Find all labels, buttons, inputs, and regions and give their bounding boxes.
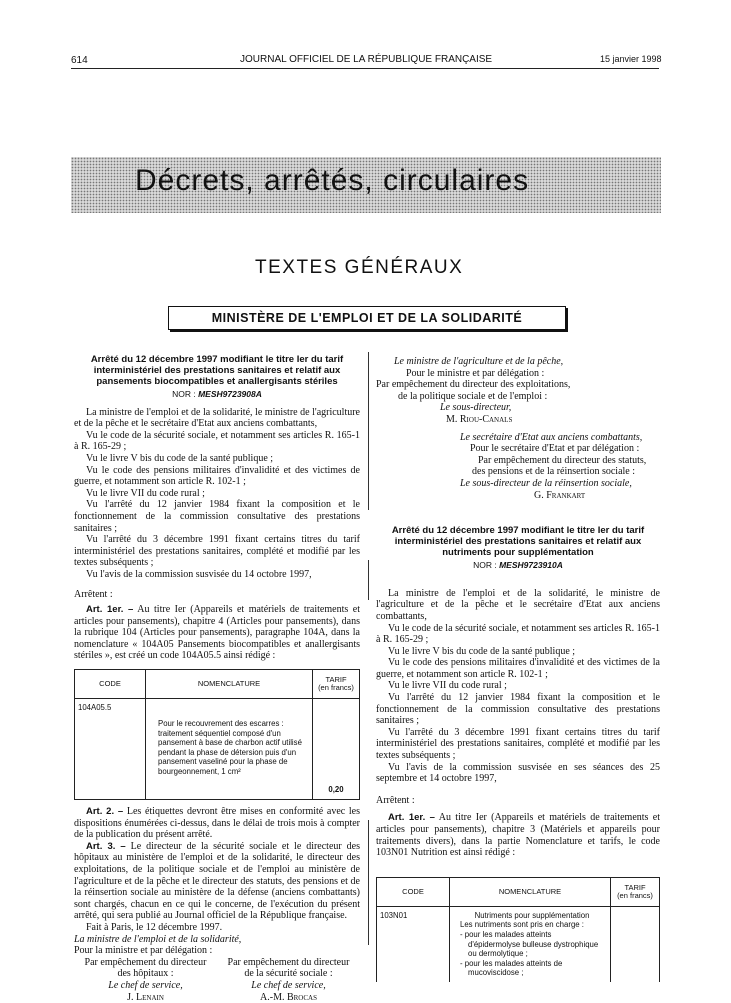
preamble-line: Vu l'avis de la commission susvisée en ses séances des 25 septembre et 14 octobre 1997,	[376, 761, 660, 785]
cell-tarif	[611, 906, 660, 982]
preamble-line: Vu le livre V bis du code de la santé publique ;	[388, 645, 576, 657]
preamble-line: La ministre de l'emploi et de la solidarité, le ministre de l'agriculture et de la pêche et le secrétaire d'Etat aux anciens combattants,	[74, 406, 360, 430]
col-code: CODE	[75, 670, 146, 699]
list-item: - pour les malades atteints d'épidermolyse bulleuse dystrophique ou dermolytique ;	[460, 929, 599, 959]
signatory-name: A.-M. Brocas	[260, 991, 317, 1003]
page-number: 614	[71, 55, 88, 66]
section-banner	[71, 157, 661, 213]
article-1: Art. 1er. – Au titre Ier (Appareils et matériels de traitements et articles pour pansements), chapitre 4 (Articles pour pansements), dans la rubrique 104 (Articles pour pansements), paragraphe 104A, dans la nomenclature « 104A05 Pansements biocompatibles et anallergisants stériles », est créé un code 104A05.5 ainsi rédigé :	[74, 604, 360, 662]
col-tarif: TARIF (en francs)	[313, 670, 360, 699]
col-nomenclature: NOMENCLATURE	[450, 877, 611, 906]
signatory-title: Le secrétaire d'Etat aux anciens combattants,	[460, 431, 643, 443]
decree-title: Arrêté du 12 décembre 1997 modifiant le titre Ier du tarif interministériel des prestations sanitaires et relatif aux pansements biocompatibles et anallergisants stériles	[90, 354, 344, 387]
signatory-name: M. Riou-Canals	[446, 413, 513, 425]
col-tarif: TARIF (en francs)	[611, 877, 660, 906]
column-divider	[368, 820, 369, 945]
cell-nomenclature: Pour le recouvrement des escarres : traitement séquentiel composé d'un pansement à base de charbon actif utilisé pendant la phase de détersion puis d'un pansement vaseliné pour la phase de bourgeonnement, 1 cm²	[146, 699, 313, 800]
preamble-line: Vu le code des pensions militaires d'invalidité et des victimes de la guerre, et notamment son article R. 102-1 ;	[376, 657, 660, 680]
column-divider	[368, 560, 369, 600]
preamble-line: Vu l'arrêté du 3 décembre 1991 fixant certains titres du tarif interministériel des prestations sanitaires, complété et modifié par les textes subséquents ;	[74, 534, 360, 569]
header-rule	[71, 68, 659, 69]
preamble	[74, 407, 360, 581]
preamble	[376, 588, 660, 785]
preamble-line: Vu l'arrêté du 12 janvier 1984 fixant la composition et le fonctionnement de la commission consultative des prestations sanitaires ;	[74, 499, 360, 534]
issue-date: 15 janvier 1998	[600, 54, 662, 64]
article-1: Art. 1er. – Au titre Ier (Appareils et matériels de traitements et articles pour pansements), chapitre 3 (Matériels et appareils pour traitements divers), dans la partie Nomenclature et tarifs, le code 103N01 Nutrition est ainsi rédigé :	[376, 812, 660, 859]
article-3: Art. 3. – Le directeur de la sécurité sociale et le directeur des hôpitaux au ministère de l'emploi et de la solidarité, le directeur des exploitations, de la politique sociale et de l'emploi au ministère de l'agriculture et de la pêche et le directeur des statuts, des pensions et de la réinsertion sociale au ministère de la défense (anciens combattants) sont chargés, chacun en ce qui le concerne, de l'exécution du présent arrêté, qui sera publié au Journal officiel de la République française.	[74, 840, 360, 922]
nomenclature-table	[74, 669, 360, 800]
preamble-line: Vu l'avis de la commission susvisée du 14 octobre 1997,	[86, 568, 312, 580]
preamble-line: Vu le livre VII du code rural ;	[86, 487, 205, 499]
preamble-line: Vu le livre V bis du code de la santé publique ;	[86, 452, 274, 464]
signatory-title: La ministre de l'emploi et de la solidarité,	[74, 933, 242, 945]
signature-right: Par empêchement du directeur de la sécurité sociale : Le chef de service, A.-M. Brocas	[217, 957, 360, 1003]
arretent: Arrêtent :	[74, 588, 113, 600]
signatory-name: G. Frankart	[534, 489, 586, 501]
cell-code: 104A05.5	[75, 699, 146, 800]
col-nomenclature: NOMENCLATURE	[146, 670, 313, 699]
decree-title: Arrêté du 12 décembre 1997 modifiant le titre Ier du tarif interministériel des prestations sanitaires et relatif aux nutriments pour supplémentation	[391, 525, 645, 559]
signature-block	[74, 957, 360, 1003]
preamble-line: Vu l'arrêté du 3 décembre 1991 fixant certains titres du tarif interministériel des prestations sanitaires, complété et modifié par les textes subséquents ;	[376, 726, 660, 762]
signature-date: Fait à Paris, le 12 décembre 1997.	[86, 922, 223, 933]
cell-code: 103N01	[377, 906, 450, 982]
cell-nomenclature: Nutriments pour supplémentation Les nutriments sont pris en charge : - pour les malades atteints d'épidermolyse bulleuse dystrophique ou dermolytique ; - pour les malades atteints de mucoviscidose ;	[450, 906, 611, 982]
preamble-line: La ministre de l'emploi et de la solidarité, le ministre de l'agriculture et de la pêche et le secrétaire d'Etat aux anciens combattants,	[376, 587, 660, 622]
journal-title: JOURNAL OFFICIEL DE LA RÉPUBLIQUE FRANÇAISE	[240, 54, 493, 65]
arretent: Arrêtent :	[376, 794, 415, 806]
nor-reference: NOR : MESH9723908A	[172, 389, 262, 399]
section-heading: TEXTES GÉNÉRAUX	[255, 257, 464, 278]
preamble-line: Vu le livre VII du code rural ;	[388, 680, 507, 692]
nomenclature-table	[376, 877, 660, 982]
preamble-line: Vu l'arrêté du 12 janvier 1984 fixant la composition et le fonctionnement de la commission consultative des prestations sanitaires ;	[376, 692, 660, 727]
right-column: Le ministre de l'agriculture et de la pêche, Pour le ministre et par délégation : Par empêchement du directeur des exploitations, de la politique sociale et de l'emploi : Le sous-directeur, M. Riou-Canals Le secrétaire d'Etat aux anciens combattants, Pour le secrétaire d'Etat et par délégation : Par empêchement du directeur des statuts, des pensions et de la réinsertion sociale : Le sous-directeur de la réinsertion sociale, G. Frankart Arrêté du 12 décembre 1997 modifiant le titre Ier du tarif interministériel des prestations sanitaires et relatif aux nutriments pour supplémentation NOR : MESH9723910A La ministre de l'emploi et de la solidarité, le ministre de l'agriculture et de la pêche et le secrétaire d'Etat aux anciens combattants, Vu le code de la sécurité sociale, et notamment ses articles R. 165-1 à R. 165-29 ; Vu le livre V bis du code de la santé publique ; Vu le code des pensions militaires d'invalidité et des victimes de la guerre, et notamment son article R. 102-1 ; Vu le livre VII du code rural ; Vu l'arrêté du 12 janvier 1984 fixant la composition et le fonctionnement de la commission consultative des prestations sanitaires ; Vu l'arrêté du 3 décembre 1991 fixant certains titres du tarif interministériel des prestations sanitaires, complété et modifié par les textes subséquents ; Vu l'avis de la commission susvisée en ses séances des 25 septembre et 14 octobre 1997, Arrêtent : Art. 1er. – Au titre Ier (Appareils et matériels de traitements et articles pour pansements), chapitre 3 (Matériels et appareils pour traitements divers), dans la partie Nomenclature et tarifs, le code 103N01 Nutrition est ainsi rédigé : CODE NOMENCLATURE TARIF (en francs) 103N01 Nutriments pour supplémentation Les nutriments sont pris en charge : - pour les malades atteints d'épidermolyse bulleuse dystrophique ou dermolytique ; - pour les malades atteints de mucoviscidose ;	[376, 356, 660, 982]
banner-title: Décrets, arrêtés, circulaires	[135, 164, 530, 197]
signature-block-1: Le ministre de l'agriculture et de la pêche, Pour le ministre et par délégation :	[394, 356, 564, 379]
left-column	[74, 354, 360, 1003]
signature-delegation: Pour la ministre et par délégation :	[74, 945, 213, 957]
article-2: Art. 2. – Les étiquettes devront être mises en conformité avec les dispositions énumérées ci-dessus, dans le délai de trois mois à compter de la publication du présent arrêté.	[74, 806, 360, 841]
signatory-title: Le ministre de l'agriculture et de la pêche,	[394, 356, 564, 367]
signature-left: Par empêchement du directeur des hôpitaux : Le chef de service, J. Lenain	[74, 957, 217, 1003]
ministry-heading: MINISTÈRE DE L'EMPLOI ET DE LA SOLIDARITÉ	[168, 306, 566, 330]
nor-reference: NOR : MESH9723910A	[473, 560, 563, 571]
preamble-line: Vu le code de la sécurité sociale, et notamment ses articles R. 165-1 à R. 165-29 ;	[74, 429, 360, 453]
preamble-line: Vu le code des pensions militaires d'invalidité et des victimes de guerre, et notamment son article R. 102-1 ;	[74, 464, 360, 488]
signatory-name: J. Lenain	[127, 991, 164, 1003]
signature-block-2: Le secrétaire d'Etat aux anciens combattants, Pour le secrétaire d'Etat et par délégation : Par empêchement du directeur des statuts, des pensions et de la réinsertion sociale : Le sous-directeur de la réinsertion sociale, G. Frankart	[376, 432, 660, 502]
preamble-line: Vu le code de la sécurité sociale, et notamment ses articles R. 165-1 à R. 165-29 ;	[376, 622, 660, 646]
column-divider	[368, 352, 369, 510]
col-code: CODE	[377, 877, 450, 906]
list-item: - pour les malades atteints de mucoviscidose ;	[460, 958, 563, 978]
cell-tarif: 0,20	[313, 699, 360, 800]
